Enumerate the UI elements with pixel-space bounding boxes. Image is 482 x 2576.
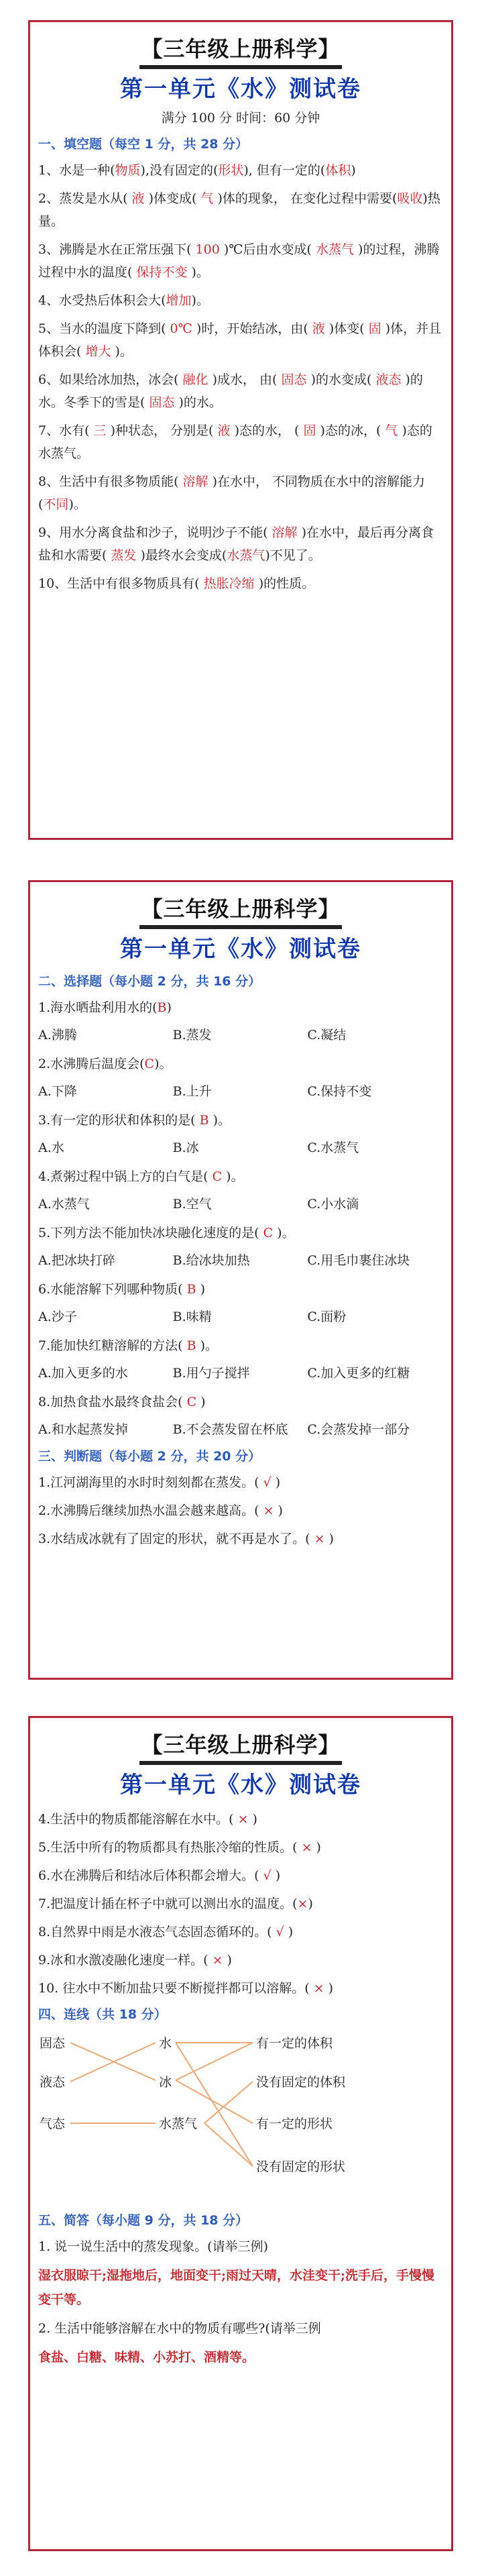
- form-vapor: 水蒸气: [159, 2116, 198, 2131]
- test-page-2: [28, 880, 453, 1680]
- section-short-answer: 五、简答（每小题 9 分，共 18 分）: [38, 2213, 249, 2228]
- short-question-1: 1. 说一说生活中的蒸发现象。(请举三例): [38, 2239, 268, 2254]
- unit-title: 第一单元《水》测试卷: [120, 936, 361, 963]
- section-matching: 四、连线（共 18 分）: [38, 2007, 167, 2022]
- mc-options: A.沸腾 B.蒸发 C.凝结: [38, 1028, 347, 1042]
- question-1: 1、水是一种(物质),没有固定的(形状), 但有一定的(体积): [38, 163, 356, 178]
- question-6: 6、如果给冰加热，冰会( 融化 )成水， 由( 固态 )的水变成( 液态 )的水。冬季下的雪是( 固态 )的水。: [38, 372, 423, 410]
- tf-question: 4.生活中的物质都能溶解在水中。( × ): [38, 1812, 257, 1827]
- mc-options: A.水 B.冰 C.水蒸气: [38, 1140, 359, 1155]
- tf-question: 2.水沸腾后继续加热水温会越来越高。( × ): [38, 1503, 283, 1518]
- mc-question: 2.水沸腾后温度会(C)。: [38, 1057, 172, 1071]
- unit-title: 第一单元《水》测试卷: [120, 76, 361, 103]
- mc-options: A.沙子 B.味精 C.面粉: [38, 1309, 347, 1324]
- section-true-false: 三、判断题（每小题 2 分，共 20 分）: [38, 1449, 261, 1464]
- question-2: 2、蒸发是水从( 液 )体变成( 气 )体的现象， 在变化过程中需要(吸收)热量。: [38, 191, 440, 229]
- question-7: 7、水有( 三 )种状态， 分别是( 液 )态的水， ( 固 )态的冰，( 气 )态的水蒸气。: [38, 423, 432, 461]
- prop-no-fixed-volume: 没有固定的体积: [256, 2075, 346, 2090]
- question-8: 8、生活中有很多物质能( 溶解 )在水中， 不同物质在水中的溶解能力(不同)。: [38, 474, 426, 512]
- state-solid: 固态: [40, 2036, 66, 2051]
- state-gas: 气态: [40, 2116, 66, 2131]
- page-header: [30, 882, 451, 967]
- question-3: 3、沸腾是水在正常压强下( 100 )℃后由水变成( 水蒸气 )的过程，沸腾过程中水的温度( 保持不变 )。: [38, 242, 440, 280]
- mc-question: 5.下列方法不能加快冰块融化速度的是( C )。: [38, 1226, 295, 1240]
- question-4: 4、水受热后体积会大(增加)。: [38, 293, 209, 308]
- grade-title: 【三年级上册科学】: [139, 34, 341, 69]
- page-header: [30, 1718, 451, 1803]
- question-10: 10、生活中有很多物质具有( 热胀冷缩 )的性质。: [38, 576, 315, 591]
- mc-options: A.下降 B.上升 C.保持不变: [38, 1084, 372, 1099]
- mc-options: A.水蒸气 B.空气 C.小水滴: [38, 1197, 359, 1212]
- grade-title: 【三年级上册科学】: [139, 894, 341, 929]
- form-ice: 冰: [159, 2075, 172, 2090]
- matching-lines: [38, 2028, 447, 2206]
- score-time: 满分 100 分 时间：60 分钟: [161, 111, 320, 125]
- state-liquid: 液态: [40, 2075, 66, 2090]
- grade-title: 【三年级上册科学】: [139, 1730, 341, 1765]
- mc-question: 7.能加快红糖溶解的方法( B )。: [38, 1338, 219, 1353]
- short-answer-2: 食盐、白糖、味精、小苏打、酒精等。: [38, 2350, 255, 2365]
- mc-question: 3.有一定的形状和体积的是( B )。: [38, 1113, 231, 1128]
- mc-question: 4.煮粥过程中锅上方的白气是( C )。: [38, 1169, 244, 1184]
- mc-question: 1.海水晒盐利用水的(B): [38, 1000, 172, 1015]
- tf-question: 9.冰和水激凌融化速度一样。( × ): [38, 1953, 232, 1968]
- tf-question: 3.水结成冰就有了固定的形状，就不再是水了。( × ): [38, 1532, 334, 1546]
- form-water: 水: [159, 2036, 172, 2051]
- tf-question: 5.生活中所有的物质都具有热胀冷缩的性质。( × ): [38, 1840, 321, 1855]
- link-vapor-novolume: [204, 2082, 253, 2123]
- short-question-2: 2. 生活中能够溶解在水中的物质有哪些?(请举三例: [38, 2321, 321, 2336]
- mc-options: A.把冰块打碎 B.给冰块加热 C.用毛巾裹住冰块: [38, 1253, 410, 1268]
- prop-fixed-shape: 有一定的形状: [256, 2116, 333, 2131]
- question-9: 9、用水分离食盐和沙子，说明沙子不能( 溶解 )在水中，最后再分离食盐和水需要( 蒸发 )最终水会变成(水蒸气)不见了。: [38, 525, 434, 563]
- prop-no-fixed-shape: 没有固定的形状: [256, 2159, 346, 2174]
- mc-question: 6.水能溶解下列哪种物质( B ): [38, 1282, 206, 1297]
- matching-diagram: [38, 2028, 443, 2206]
- tf-question: 7.把温度计插在杯子中就可以测出水的温度。(×): [38, 1896, 313, 1911]
- section-fill-blank: 一、填空题（每空 1 分，共 28 分）: [38, 137, 249, 152]
- tf-question: 8.自然界中雨是水液态气态固态循环的。( √ ): [38, 1925, 294, 1939]
- mc-question: 8.加热食盐水最终食盐会( C ): [38, 1395, 206, 1409]
- page-header: [30, 22, 451, 129]
- tf-question: 6.水在沸腾后和结冰后体积都会增大。( √ ): [38, 1868, 281, 1883]
- section-multiple-choice: 二、选择题（每小题 2 分，共 16 分）: [38, 974, 261, 989]
- mc-options: A.加入更多的水 B.用勺子搅拌 C.加入更多的红糖: [38, 1366, 410, 1381]
- tf-question: 1.江河湖海里的水时时刻刻都在蒸发。( √ ): [38, 1475, 281, 1490]
- tf-question: 10. 往水中不断加盐只要不断搅拌都可以溶解。( × ): [38, 1981, 334, 1996]
- question-5: 5、当水的温度下降到( 0℃ )时，开始结冰，由( 液 )体变( 固 )体，并且体积会( 增大 )。: [38, 321, 442, 359]
- unit-title: 第一单元《水》测试卷: [120, 1772, 361, 1799]
- test-page-3: [28, 1716, 453, 2551]
- test-page-1: [28, 20, 453, 840]
- link-vapor-noshape: [204, 2123, 253, 2166]
- mc-options: A.和水起蒸发掉 B.不会蒸发留在杯底 C.会蒸发掉一部分: [38, 1422, 410, 1437]
- short-answer-1: 湿衣服晾干;湿拖地后，地面变干;雨过天晴，水洼变干;洗手后，手慢慢变干等。: [38, 2268, 435, 2307]
- prop-fixed-volume: 有一定的体积: [256, 2036, 333, 2051]
